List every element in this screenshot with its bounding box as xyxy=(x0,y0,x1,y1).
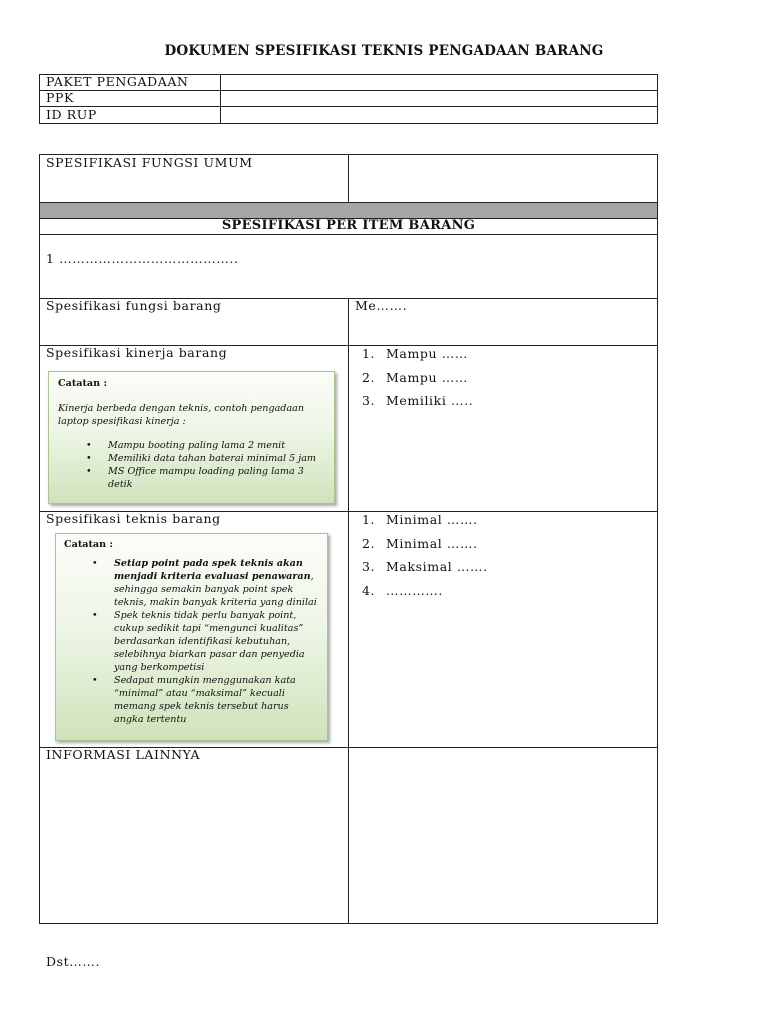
teknis-item: 3. Maksimal ……. xyxy=(362,559,488,574)
teknis-item: 1. Minimal ……. xyxy=(362,512,478,527)
section-header: SPESIFIKASI PER ITEM BARANG xyxy=(221,218,476,233)
header-row-paket: PAKET PENGADAAN xyxy=(46,74,189,89)
kinerja-list xyxy=(362,346,473,417)
kinerja-note xyxy=(48,371,335,504)
note-heading: Catatan : xyxy=(58,378,108,389)
general-function-label: SPESIFIKASI FUNGSI UMUM xyxy=(46,155,253,170)
kinerja-item: 1. Mampu …… xyxy=(362,346,468,361)
note-bullet: • Mampu booting paling lama 2 menit xyxy=(86,440,286,451)
teknis-label: Spesifikasi teknis barang xyxy=(46,511,221,526)
fungsi-label: Spesifikasi fungsi barang xyxy=(46,298,222,313)
note-bullet: • Sedapat mungkin menggunakan kata “minimal” atau “maksimal” kecuali memang spek teknis tersebut harus angka tertentu xyxy=(92,675,296,725)
note-bullet: • Setiap point pada spek teknis akan menjadi kriteria evaluasi penawaran, sehingga semakin banyak point spek teknis, makin banyak kriteria yang dinilai xyxy=(92,558,317,608)
teknis-note xyxy=(55,533,328,741)
header-row-ppk: PPK xyxy=(46,90,74,105)
teknis-item: 4. …………. xyxy=(362,582,443,598)
teknis-list xyxy=(362,512,488,606)
item-line: 1 ………………………………….. xyxy=(46,251,239,266)
teknis-item: 2. Minimal ……. xyxy=(362,535,478,551)
note-bullet: • Memiliki data tahan baterai minimal 5 jam xyxy=(86,453,317,464)
info-label: INFORMASI LAINNYA xyxy=(46,747,201,762)
fungsi-value: Me……. xyxy=(355,298,408,313)
gray-separator xyxy=(40,203,657,218)
kinerja-item: 2. Mampu …… xyxy=(362,369,468,385)
kinerja-label: Spesifikasi kinerja barang xyxy=(46,345,228,360)
note-heading: Catatan : xyxy=(64,539,114,550)
header-row-idrup: ID RUP xyxy=(46,107,97,122)
kinerja-item: 3. Memiliki ….. xyxy=(362,393,474,408)
note-bullet: • MS Office mampu loading paling lama 3 detik xyxy=(86,466,304,490)
note-bullet: • Spek teknis tidak perlu banyak point, cukup sedikit tapi “mengunci kualitas” berdasarkan identifikasi kebutuhan, selebihnya biarkan pasar dan penyedia yang berkompetisi xyxy=(92,610,305,673)
document-title: DOKUMEN SPESIFIKASI TEKNIS PENGADAAN BARANG xyxy=(164,43,604,59)
footer-text: Dst……. xyxy=(46,954,101,969)
note-intro: Kinerja berbeda dengan teknis, contoh pengadaan laptop spesifikasi kinerja : xyxy=(58,403,305,427)
